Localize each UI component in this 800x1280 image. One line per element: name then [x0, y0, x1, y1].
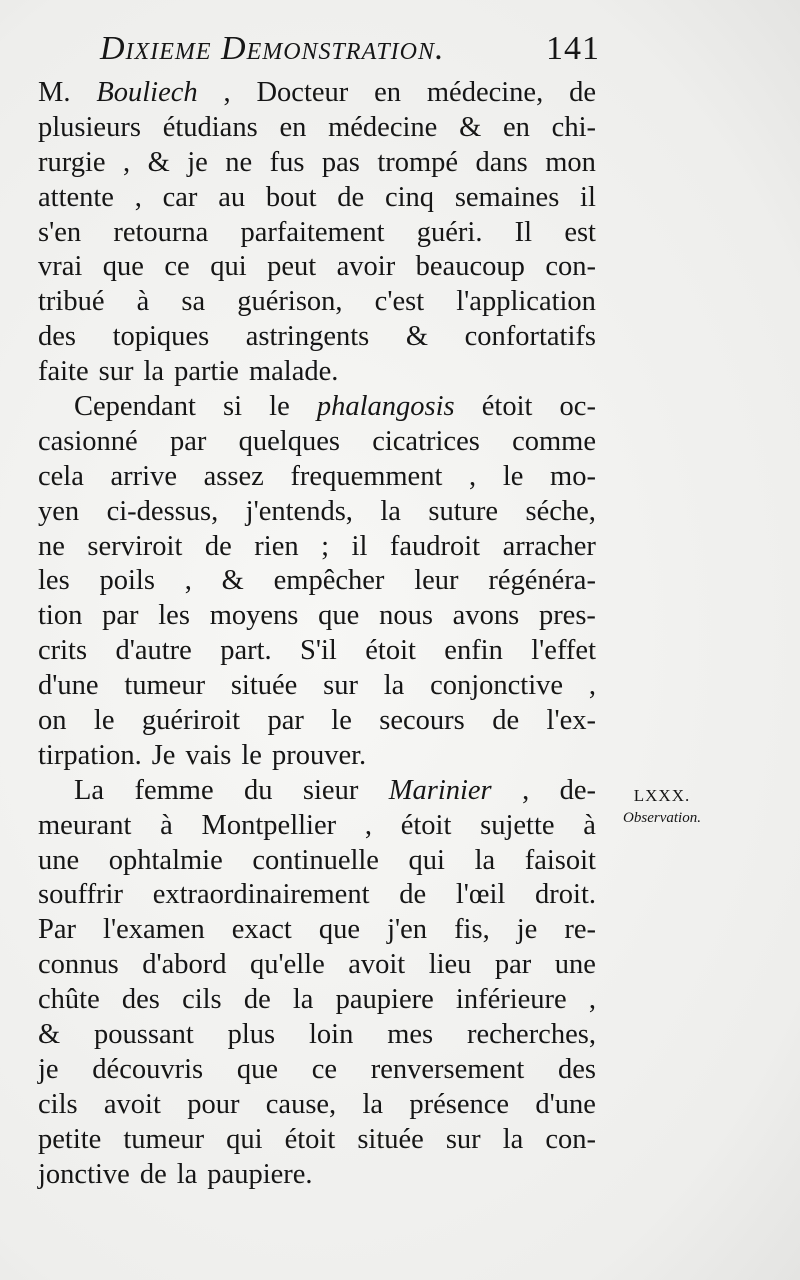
word: j'en: [387, 914, 428, 946]
word: poussant: [94, 1019, 194, 1051]
word: Par: [38, 914, 76, 946]
text-line: [38, 1158, 596, 1193]
word: les: [38, 565, 70, 597]
word: les: [158, 600, 190, 632]
word: d'une: [535, 1088, 596, 1120]
word: dans: [475, 146, 528, 178]
word: cause,: [265, 1088, 337, 1120]
word: la: [176, 1158, 198, 1190]
word: l'application: [456, 286, 596, 318]
word: recherches,: [467, 1019, 596, 1051]
word: une: [38, 844, 80, 876]
word: tirpation.: [38, 739, 142, 771]
word: une: [554, 949, 596, 981]
word: la: [502, 1123, 524, 1155]
word: au: [218, 181, 246, 213]
word: le: [269, 391, 290, 423]
margin-note: [612, 786, 712, 827]
word: chûte: [38, 984, 100, 1016]
word: de: [492, 705, 520, 737]
word: beaucoup: [415, 251, 525, 283]
word: que: [102, 251, 144, 283]
text-line: [38, 495, 596, 530]
word: par: [169, 425, 207, 457]
word: qui: [226, 1123, 263, 1155]
word: cicatrices: [372, 425, 480, 457]
text-line: [38, 425, 596, 460]
word: est: [564, 216, 596, 248]
word: exact: [231, 914, 292, 946]
word: chi-: [551, 111, 596, 143]
word: meurant: [38, 809, 132, 841]
running-title: Dixieme Demonstration.: [100, 30, 445, 67]
word: petite: [38, 1123, 102, 1155]
word: ,: [588, 984, 596, 1016]
word: qui: [210, 251, 247, 283]
observation-label: Observation.: [623, 810, 701, 826]
word: c'est: [374, 286, 425, 318]
word: la: [380, 495, 401, 527]
word: conjonctive: [430, 670, 564, 702]
text-line: [38, 634, 596, 669]
word: séche,: [525, 495, 596, 527]
word: guériroit: [141, 705, 241, 737]
word: Bouliech: [96, 77, 198, 108]
text-line: [38, 216, 596, 251]
word: ci-dessus,: [106, 495, 219, 527]
word: cils: [38, 1088, 78, 1120]
word: sur: [445, 1123, 481, 1155]
word: on: [38, 705, 67, 737]
word: à: [136, 286, 150, 318]
word: La: [74, 774, 105, 806]
word: par: [494, 949, 532, 981]
text-line: [38, 599, 596, 634]
running-header: [100, 30, 600, 80]
word: lieu: [428, 949, 472, 981]
text-line: [38, 564, 596, 599]
word: cinq: [384, 181, 435, 213]
word: con-: [545, 1123, 596, 1155]
word: d'abord: [142, 949, 227, 981]
word: con-: [545, 251, 596, 283]
text-line: [38, 320, 596, 355]
word: le: [241, 739, 262, 771]
text-line: [38, 76, 596, 111]
word: l'œil: [455, 879, 506, 911]
text-line: [38, 983, 596, 1018]
word: ,: [123, 146, 131, 178]
word: retourna: [113, 216, 209, 248]
word: leur: [414, 565, 459, 597]
word: &: [38, 1019, 61, 1051]
word: pres-: [538, 600, 596, 632]
word: poils: [99, 565, 155, 597]
word: quelques: [238, 425, 340, 457]
word: des: [121, 984, 160, 1016]
word: &: [405, 321, 429, 353]
word: &: [459, 111, 482, 143]
word: yen: [38, 495, 80, 527]
word: connus: [38, 949, 119, 981]
word: tumeur: [123, 1123, 205, 1155]
word: de: [337, 181, 365, 213]
word: pas: [321, 146, 360, 178]
word: par: [267, 705, 304, 737]
word: plus: [227, 1019, 276, 1051]
text-line: [38, 774, 596, 809]
word: de: [243, 984, 271, 1016]
word: sujette: [480, 809, 555, 841]
word: oc-: [559, 391, 596, 423]
word: paupiere: [335, 984, 434, 1016]
text-line: [38, 285, 596, 320]
word: située: [357, 1123, 424, 1155]
word: l'ex-: [546, 705, 596, 737]
text-line: [38, 146, 596, 181]
word: des: [38, 321, 76, 353]
word: la: [143, 356, 165, 388]
word: avons: [452, 600, 520, 632]
word: Docteur: [256, 77, 349, 108]
word: Montpellier: [201, 809, 337, 841]
word: M.: [38, 77, 71, 108]
word: continuelle: [252, 844, 379, 876]
text-line: [38, 460, 596, 495]
word: guérison,: [237, 286, 343, 318]
word: jonctive: [38, 1158, 130, 1190]
word: l'effet: [531, 635, 596, 667]
word: le: [93, 705, 115, 737]
word: qu'elle: [249, 949, 325, 981]
word: l'examen: [103, 914, 205, 946]
word: Cependant: [74, 391, 196, 423]
text-line: [38, 809, 596, 844]
text-line: [38, 739, 596, 774]
word: il: [580, 181, 596, 213]
word: en: [374, 77, 402, 108]
word: ,: [522, 774, 530, 806]
word: arracher: [502, 530, 596, 562]
word: bout: [265, 181, 317, 213]
text-line: [38, 669, 596, 704]
text-line: [38, 1088, 596, 1123]
word: étoit: [365, 635, 416, 667]
text-line: [38, 250, 596, 285]
word: comme: [512, 425, 596, 457]
word: renversement: [370, 1053, 525, 1085]
word: ne: [225, 146, 253, 178]
word: ;: [321, 530, 330, 562]
word: serviroit: [87, 530, 183, 562]
word: inférieure: [455, 984, 567, 1016]
word: que: [236, 1053, 278, 1085]
word: peut: [267, 251, 317, 283]
word: femme: [134, 774, 214, 806]
word: étoit: [481, 391, 533, 423]
word: Je: [151, 739, 176, 771]
word: de: [139, 1158, 167, 1190]
word: confortatifs: [464, 321, 596, 353]
word: sa: [181, 286, 206, 318]
word: ,: [134, 181, 142, 213]
word: S'il: [300, 635, 337, 667]
word: la: [362, 1088, 384, 1120]
text-line: [38, 1123, 596, 1158]
word: Il: [514, 216, 533, 248]
word: faite: [38, 356, 89, 388]
word: de: [399, 879, 427, 911]
word: topiques: [112, 321, 210, 353]
word: guéri.: [416, 216, 483, 248]
word: casionné: [38, 425, 138, 457]
word: semaines: [454, 181, 560, 213]
word: loin: [309, 1019, 354, 1051]
word: découvris: [92, 1053, 204, 1085]
word: de: [204, 530, 232, 562]
word: il: [351, 530, 368, 562]
word: phalangosis: [316, 391, 455, 423]
text-line: [38, 390, 596, 425]
word: ,: [364, 809, 372, 841]
word: assez: [203, 460, 264, 492]
word: étoit: [400, 809, 452, 841]
word: des: [557, 1053, 596, 1085]
text-line: [38, 1053, 596, 1088]
word: &: [221, 565, 244, 597]
word: tion: [38, 600, 83, 632]
word: je: [516, 914, 538, 946]
word: sur: [98, 356, 134, 388]
word: vrai: [38, 251, 83, 283]
word: moyens: [209, 600, 299, 632]
word: que: [318, 914, 361, 946]
text-line: [38, 704, 596, 739]
word: arrive: [110, 460, 177, 492]
word: avoit: [348, 949, 406, 981]
word: part.: [220, 635, 272, 667]
word: mon: [545, 146, 596, 178]
word: fis,: [454, 914, 490, 946]
word: frequemment: [290, 460, 443, 492]
word: en: [503, 111, 530, 143]
word: plusieurs: [38, 111, 141, 143]
word: mes: [387, 1019, 434, 1051]
word: cela: [38, 460, 84, 492]
body-text: [38, 76, 596, 1193]
word: avoir: [336, 251, 396, 283]
text-line: [38, 530, 596, 565]
observation-number: LXXX.: [633, 786, 691, 805]
word: par: [102, 600, 139, 632]
word: mo-: [550, 460, 596, 492]
word: enfin: [444, 635, 503, 667]
word: ,: [184, 565, 192, 597]
word: suture: [428, 495, 499, 527]
word: tumeur: [124, 670, 206, 702]
word: faudroit: [389, 530, 481, 562]
word: Marinier: [388, 774, 492, 806]
word: cils: [182, 984, 222, 1016]
text-line: [38, 878, 596, 913]
word: astringents: [245, 321, 370, 353]
word: à: [160, 809, 173, 841]
word: en: [279, 111, 307, 143]
word: ,: [223, 77, 231, 108]
word: sur: [323, 670, 358, 702]
word: étudians: [162, 111, 258, 143]
word: de: [569, 77, 596, 108]
word: le: [331, 705, 352, 737]
text-line: [38, 181, 596, 216]
text-line: [38, 913, 596, 948]
word: la: [292, 984, 314, 1016]
word: prouver.: [271, 739, 367, 771]
word: médecine: [328, 111, 438, 143]
word: secours: [379, 705, 465, 737]
word: parfaitement: [240, 216, 385, 248]
word: étoit: [284, 1123, 336, 1155]
word: faisoit: [524, 844, 596, 876]
word: située: [230, 670, 298, 702]
word: ,: [469, 460, 477, 492]
word: souffrir: [38, 879, 123, 911]
word: j'entends,: [245, 495, 353, 527]
word: à: [583, 809, 596, 841]
word: vais: [185, 739, 232, 771]
word: ne: [38, 530, 65, 562]
word: d'une: [38, 670, 99, 702]
word: trompé: [377, 146, 459, 178]
word: rien: [254, 530, 299, 562]
word: extraordinairement: [152, 879, 370, 911]
word: je: [38, 1053, 59, 1085]
word: malade.: [248, 356, 339, 388]
word: ce: [311, 1053, 338, 1085]
word: attente: [38, 181, 114, 213]
word: nous: [379, 600, 433, 632]
word: paupiere.: [207, 1158, 313, 1190]
word: car: [162, 181, 198, 213]
word: la: [383, 670, 405, 702]
word: le: [502, 460, 524, 492]
word: s'en: [38, 216, 82, 248]
word: ophtalmie: [108, 844, 223, 876]
word: empêcher: [273, 565, 385, 597]
word: droit.: [535, 879, 596, 911]
word: pour: [187, 1088, 240, 1120]
word: si: [223, 391, 243, 423]
word: la: [474, 844, 496, 876]
word: qui: [408, 844, 445, 876]
word: tribué: [38, 286, 105, 318]
word: de-: [559, 774, 596, 806]
word: sieur: [302, 774, 359, 806]
text-line: [38, 948, 596, 983]
word: ce: [164, 251, 190, 283]
word: du: [244, 774, 273, 806]
word: ,: [588, 670, 596, 702]
word: régénéra-: [488, 565, 596, 597]
word: fus: [269, 146, 305, 178]
text-line: [38, 844, 596, 879]
word: crits: [38, 635, 88, 667]
text-line: [38, 1018, 596, 1053]
word: d'autre: [115, 635, 192, 667]
text-line: [38, 111, 596, 146]
word: je: [187, 146, 208, 178]
word: partie: [174, 356, 239, 388]
word: &: [147, 146, 170, 178]
word: avoit: [103, 1088, 161, 1120]
word: médecine,: [426, 77, 544, 108]
page-number: 141: [546, 30, 600, 67]
word: que: [318, 600, 360, 632]
word: rurgie: [38, 146, 106, 178]
word: présence: [409, 1088, 510, 1120]
word: re-: [564, 914, 596, 946]
text-line: [38, 355, 596, 390]
